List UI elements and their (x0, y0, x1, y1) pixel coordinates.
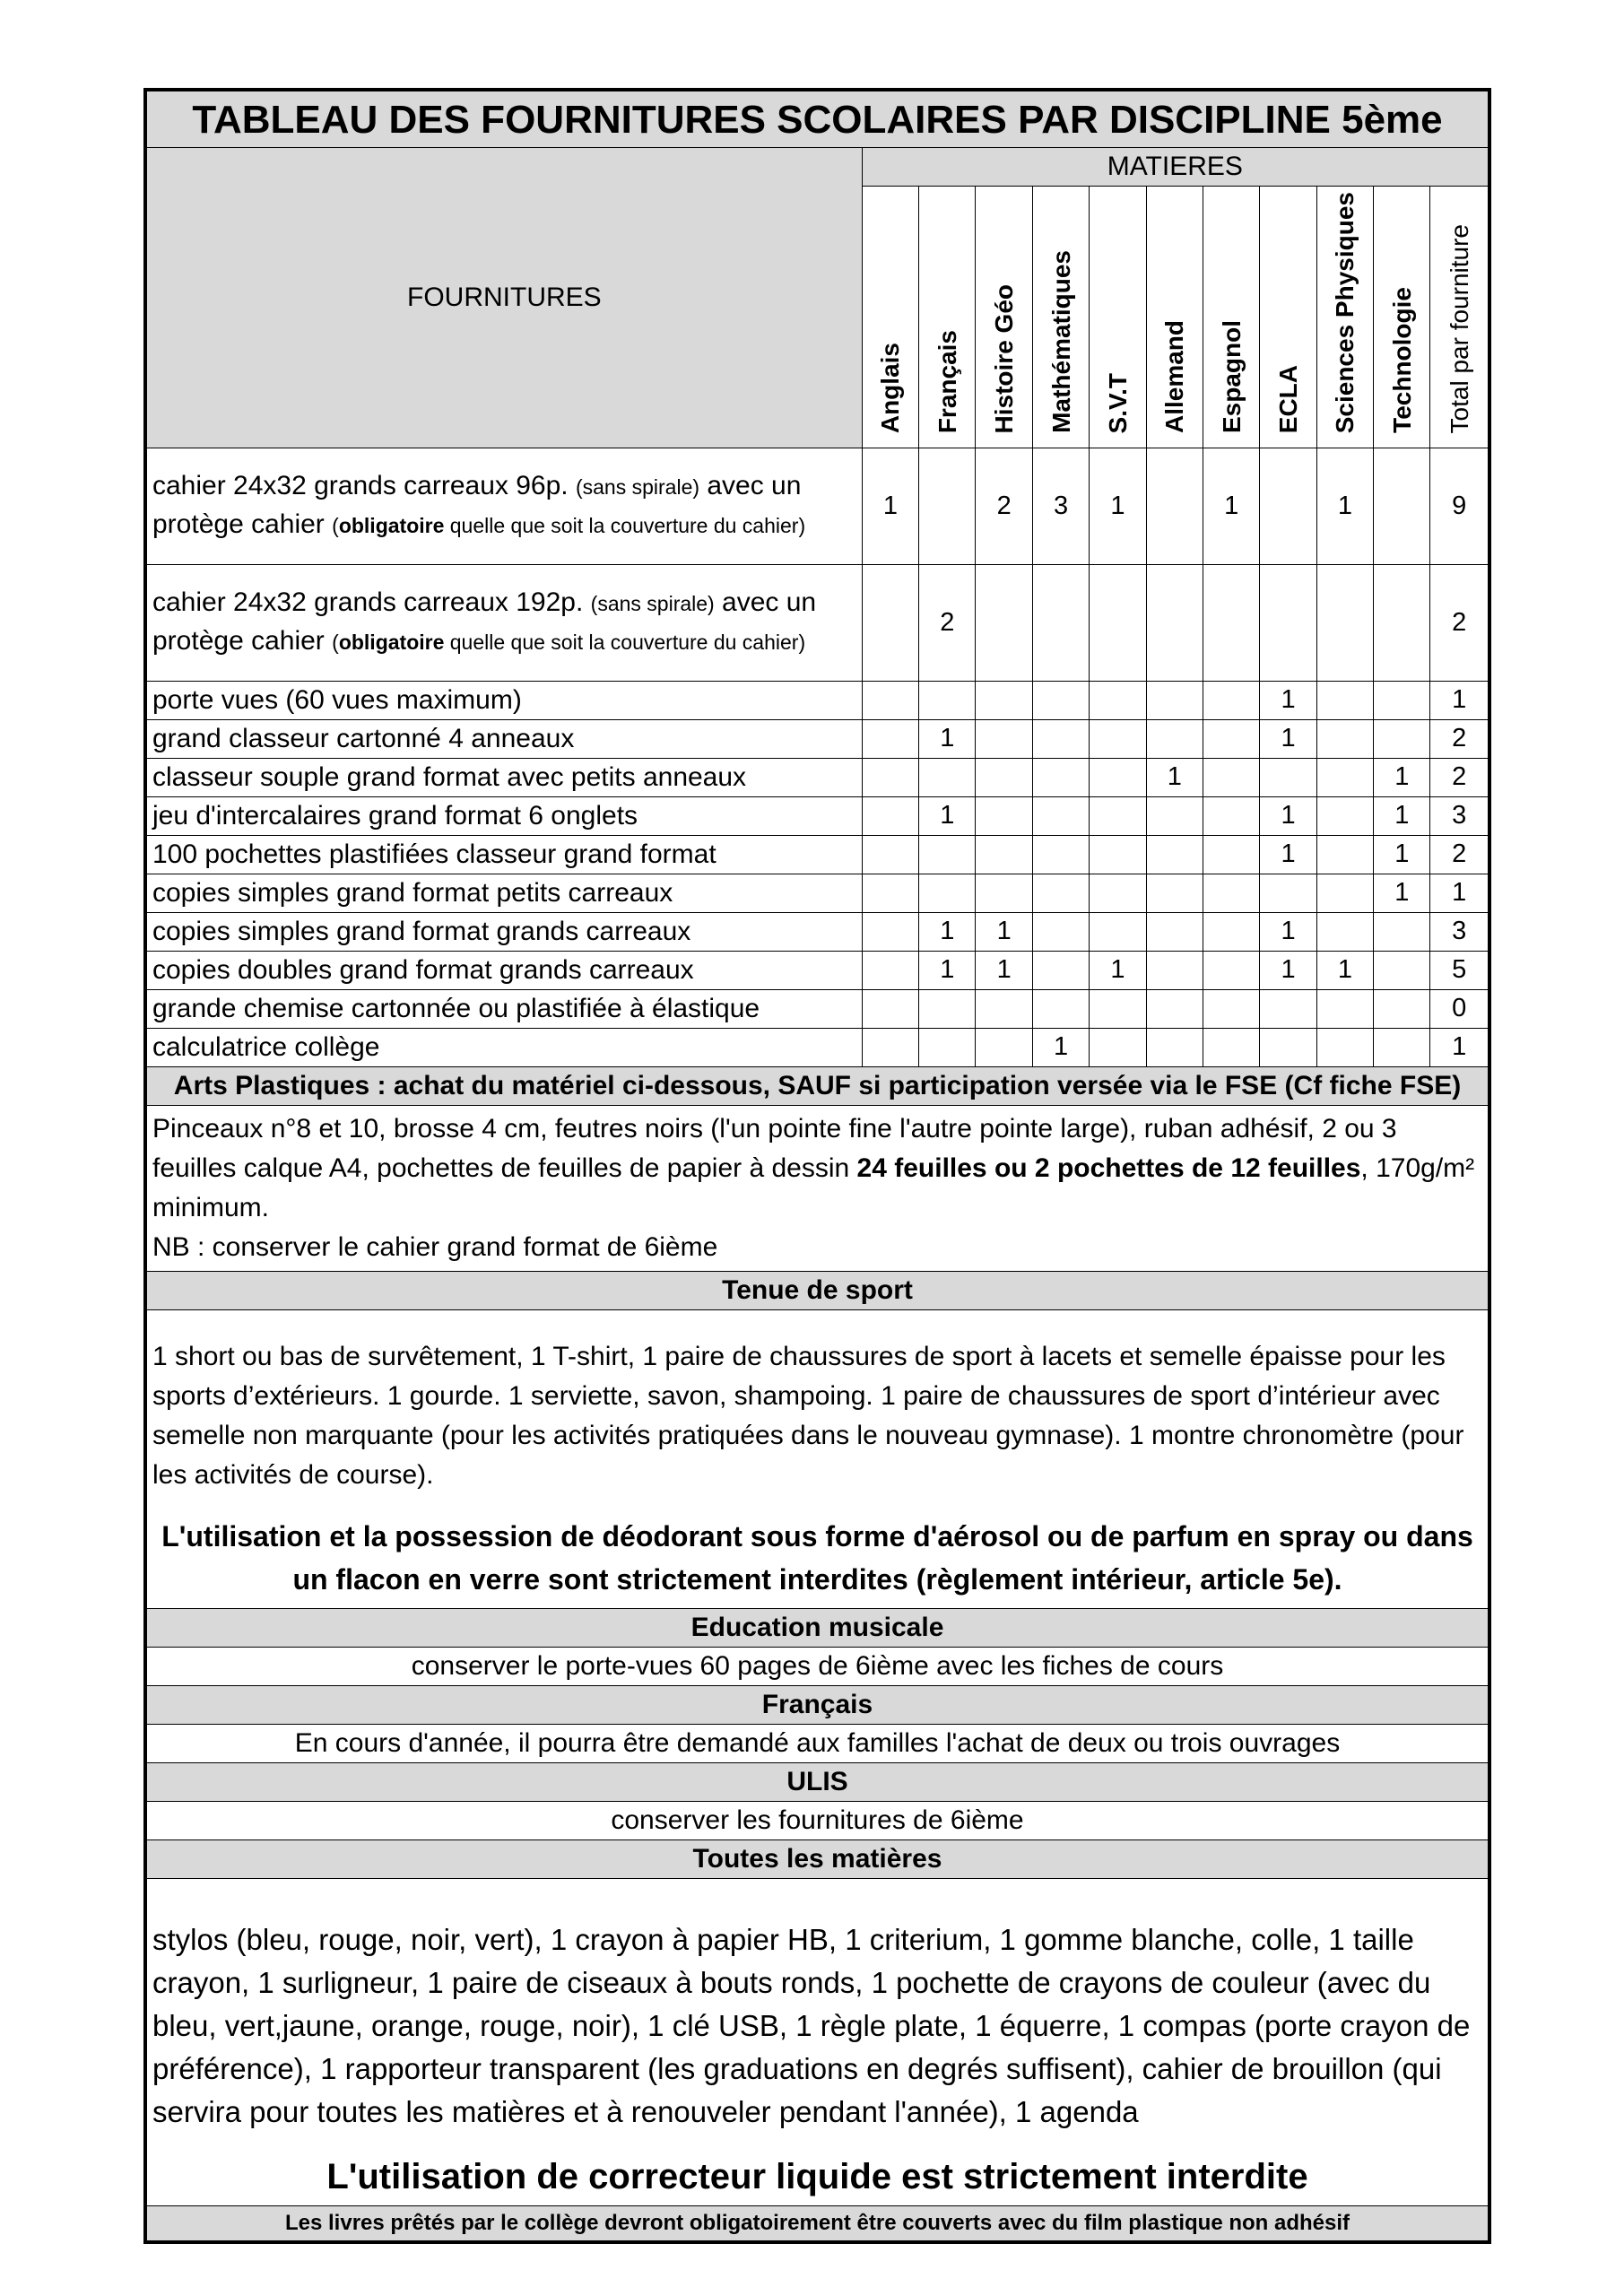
quantity-cell (919, 1028, 976, 1066)
item-label (147, 564, 863, 681)
table-row (147, 1028, 1489, 1066)
quantity-cell (1146, 912, 1203, 951)
table-row (147, 564, 1489, 681)
subject-header (862, 187, 918, 448)
quantity-cell (1090, 989, 1146, 1028)
quantity-cell (1203, 564, 1259, 681)
quantity-cell (1146, 874, 1203, 912)
quantity-cell (976, 989, 1032, 1028)
supplies-table (146, 91, 1489, 2241)
ulis-text: conserver les fournitures de 6ième (147, 1801, 1489, 1839)
item-label: classeur souple grand format avec petits anneaux (147, 758, 863, 796)
table-row (147, 874, 1489, 912)
total-cell: 9 (1430, 448, 1489, 564)
table-row (147, 448, 1489, 564)
quantity-cell (1090, 758, 1146, 796)
toutes-section (147, 1878, 1489, 2205)
quantity-cell (1032, 989, 1089, 1028)
subject-label: ECLA (1274, 365, 1303, 434)
sport-text: 1 short ou bas de survêtement, 1 T-shirt, 1 paire de chaussures de sport à lacets et semelle épaisse pour les sports d’extérieurs. 1 gourde. 1 serviette, savon, shampoing. 1 paire de chaussures de sport d’intérieur avec semelle non marquante (pour les activités pratiquées dans le nouveau gymnase). 1 montre chronomètre (pour les activités de course). (152, 1341, 1464, 1490)
quantity-cell (1146, 448, 1203, 564)
table-row (147, 835, 1489, 874)
total-cell: 1 (1430, 1028, 1489, 1066)
supplies-sheet (143, 88, 1491, 2244)
subject-header (1032, 187, 1089, 448)
quantity-cell (1260, 448, 1316, 564)
quantity-cell: 2 (919, 564, 976, 681)
subject-header (1260, 187, 1316, 448)
quantity-cell (1032, 758, 1089, 796)
quantity-cell (1146, 719, 1203, 758)
quantity-cell (862, 719, 918, 758)
total-label: Total par fourniture (1445, 223, 1473, 434)
quantity-cell: 1 (1260, 951, 1316, 989)
quantity-cell (1374, 912, 1430, 951)
quantity-cell (1203, 1028, 1259, 1066)
item-label: copies doubles grand format grands carreaux (147, 951, 863, 989)
item-label: grand classeur cartonné 4 anneaux (147, 719, 863, 758)
subject-header (1090, 187, 1146, 448)
quantity-cell (1203, 758, 1259, 796)
item-label-part: quelle que soit la couverture du cahier) (444, 631, 806, 655)
quantity-cell (1203, 912, 1259, 951)
quantity-cell (1090, 681, 1146, 719)
quantity-cell (862, 681, 918, 719)
total-cell: 3 (1430, 796, 1489, 835)
quantity-cell: 1 (919, 951, 976, 989)
quantity-cell (1316, 989, 1373, 1028)
quantity-cell (1032, 951, 1089, 989)
quantity-cell (1090, 796, 1146, 835)
total-cell: 5 (1430, 951, 1489, 989)
table-row (147, 796, 1489, 835)
quantity-cell: 1 (1374, 796, 1430, 835)
quantity-cell (919, 989, 976, 1028)
total-header (1430, 187, 1489, 448)
quantity-cell (1260, 874, 1316, 912)
item-label-part: avec un protège cahier (152, 587, 817, 657)
quantity-cell (1203, 951, 1259, 989)
total-cell: 2 (1430, 835, 1489, 874)
quantity-cell (1316, 758, 1373, 796)
quantity-cell (1374, 564, 1430, 681)
quantity-cell: 1 (1374, 835, 1430, 874)
quantity-cell (976, 681, 1032, 719)
quantity-cell: 1 (976, 912, 1032, 951)
quantity-cell (1374, 951, 1430, 989)
quantity-cell (862, 874, 918, 912)
toutes-text: stylos (bleu, rouge, noir, vert), 1 crayon à papier HB, 1 criterium, 1 gomme blanche, colle, 1 taille crayon, 1 surligneur, 1 paire de ciseaux à bouts ronds, 1 pochette de crayons de couleur (avec du bleu, vert,jaune, orange, rouge, noir), 1 clé USB, 1 règle plate, 1 équerre, 1 compas (porte crayon de préférence), 1 rapporteur transparent (les graduations en degrés suffisent), cahier de brouillon (qui servira pour toutes les matières et à renouveler pendant l'année), 1 agenda (152, 1922, 1471, 2128)
item-label-part: avec un protège cahier (152, 471, 802, 540)
quantity-cell: 1 (1090, 951, 1146, 989)
sport-heading: Tenue de sport (147, 1271, 1489, 1309)
item-label-part: obligatoire (338, 514, 445, 538)
quantity-cell: 3 (1032, 448, 1089, 564)
quantity-cell (1090, 564, 1146, 681)
musique-text: conserver le porte-vues 60 pages de 6ième avec les fiches de cours (147, 1647, 1489, 1685)
quantity-cell: 2 (976, 448, 1032, 564)
quantity-cell (1374, 448, 1430, 564)
item-label-part: cahier 24x32 grands carreaux 96p. (152, 471, 576, 501)
total-cell: 1 (1430, 681, 1489, 719)
quantity-cell (1374, 989, 1430, 1028)
quantity-cell (1203, 796, 1259, 835)
subject-label: Technologie (1387, 287, 1416, 434)
quantity-cell (976, 796, 1032, 835)
table-row (147, 989, 1489, 1028)
quantity-cell (1260, 989, 1316, 1028)
quantity-cell (862, 564, 918, 681)
sport-warning: L'utilisation et la possession de déodorant sous forme d'aérosol ou de parfum en spray ou dans un flacon en verre sont strictement interdites (règlement intérieur, article 5e). (161, 1519, 1473, 1596)
table-row (147, 719, 1489, 758)
arts-nb: NB : conserver le cahier grand format de 6ième (152, 1231, 718, 1262)
quantity-cell (1090, 719, 1146, 758)
subject-header (976, 187, 1032, 448)
quantity-cell: 1 (1032, 1028, 1089, 1066)
subject-header (1146, 187, 1203, 448)
quantity-cell: 1 (1090, 448, 1146, 564)
item-label: 100 pochettes plastifiées classeur grand format (147, 835, 863, 874)
table-row (147, 681, 1489, 719)
subject-header (1374, 187, 1430, 448)
quantity-cell: 1 (1374, 758, 1430, 796)
subject-header (1316, 187, 1373, 448)
quantity-cell (1032, 681, 1089, 719)
arts-text-part: , 170g/m² minimum. (152, 1152, 1475, 1222)
quantity-cell: 1 (1203, 448, 1259, 564)
quantity-cell (1374, 681, 1430, 719)
total-cell: 0 (1430, 989, 1489, 1028)
quantity-cell (1032, 912, 1089, 951)
subject-label: Espagnol (1217, 320, 1246, 434)
quantity-cell (1090, 1028, 1146, 1066)
quantity-cell (862, 951, 918, 989)
quantity-cell (1316, 1028, 1373, 1066)
subject-label: Mathématiques (1046, 250, 1075, 434)
quantity-cell: 1 (1260, 912, 1316, 951)
quantity-cell (1260, 758, 1316, 796)
quantity-cell (1032, 796, 1089, 835)
quantity-cell (976, 758, 1032, 796)
quantity-cell (919, 874, 976, 912)
subject-label: Histoire Géo (990, 283, 1019, 434)
subject-label: Anglais (876, 343, 905, 434)
quantity-cell (1032, 564, 1089, 681)
item-label (147, 448, 863, 564)
quantity-cell (1316, 681, 1373, 719)
quantity-cell: 1 (1146, 758, 1203, 796)
francais-text: En cours d'année, il pourra être demandé aux familles l'achat de deux ou trois ouvrages (147, 1724, 1489, 1762)
fournitures-header: FOURNITURES (147, 148, 863, 448)
quantity-cell (1090, 835, 1146, 874)
subject-label: Français (933, 330, 961, 434)
item-label: jeu d'intercalaires grand format 6 onglets (147, 796, 863, 835)
quantity-cell (1203, 719, 1259, 758)
toutes-heading: Toutes les matières (147, 1839, 1489, 1878)
quantity-cell (1203, 989, 1259, 1028)
total-cell: 3 (1430, 912, 1489, 951)
item-label-part: cahier 24x32 grands carreaux 192p. (152, 587, 591, 618)
quantity-cell: 1 (1260, 835, 1316, 874)
item-label-part: (sans spirale) (575, 475, 700, 500)
ulis-heading: ULIS (147, 1762, 1489, 1801)
table-row (147, 758, 1489, 796)
quantity-cell (862, 758, 918, 796)
musique-heading: Education musicale (147, 1608, 1489, 1647)
sport-section (147, 1309, 1489, 1608)
item-label: copies simples grand format petits carreaux (147, 874, 863, 912)
subject-header (919, 187, 976, 448)
quantity-cell (862, 835, 918, 874)
toutes-warning: L'utilisation de correcteur liquide est strictement interdite (326, 2156, 1308, 2196)
subject-header (1203, 187, 1259, 448)
item-label: copies simples grand format grands carreaux (147, 912, 863, 951)
quantity-cell: 1 (1316, 448, 1373, 564)
item-label: porte vues (60 vues maximum) (147, 681, 863, 719)
subject-label: S.V.T (1103, 372, 1132, 434)
item-label-part: (sans spirale) (590, 592, 715, 616)
quantity-cell (1146, 835, 1203, 874)
item-label-part: quelle que soit la couverture du cahier) (444, 514, 806, 538)
quantity-cell: 1 (976, 951, 1032, 989)
quantity-cell (1032, 835, 1089, 874)
quantity-cell (1146, 989, 1203, 1028)
quantity-cell (1374, 719, 1430, 758)
quantity-cell: 1 (1260, 719, 1316, 758)
quantity-cell (976, 874, 1032, 912)
table-row (147, 912, 1489, 951)
item-label: grande chemise cartonnée ou plastifiée à élastique (147, 989, 863, 1028)
quantity-cell (919, 681, 976, 719)
francais-heading: Français (147, 1685, 1489, 1724)
quantity-cell (1146, 564, 1203, 681)
quantity-cell (919, 448, 976, 564)
quantity-cell (1260, 564, 1316, 681)
total-cell: 1 (1430, 874, 1489, 912)
quantity-cell (1090, 874, 1146, 912)
quantity-cell: 1 (862, 448, 918, 564)
footer-note: Les livres prêtés par le collège devront obligatoirement être couverts avec du film plastique non adhésif (147, 2205, 1489, 2240)
quantity-cell (862, 796, 918, 835)
item-label-part: ( (332, 514, 339, 538)
quantity-cell (976, 1028, 1032, 1066)
total-cell: 2 (1430, 719, 1489, 758)
quantity-cell: 1 (1260, 681, 1316, 719)
quantity-cell (862, 912, 918, 951)
total-cell: 2 (1430, 564, 1489, 681)
quantity-cell: 1 (919, 796, 976, 835)
quantity-cell (1374, 1028, 1430, 1066)
quantity-cell (1146, 951, 1203, 989)
quantity-cell (976, 835, 1032, 874)
subject-label: Sciences Physiques (1331, 192, 1359, 434)
quantity-cell (1316, 874, 1373, 912)
quantity-cell (1146, 796, 1203, 835)
quantity-cell: 1 (1260, 796, 1316, 835)
quantity-cell (1316, 796, 1373, 835)
quantity-cell (976, 719, 1032, 758)
quantity-cell (862, 1028, 918, 1066)
quantity-cell (1032, 874, 1089, 912)
total-cell: 2 (1430, 758, 1489, 796)
matieres-header: MATIERES (862, 148, 1488, 187)
item-label: calculatrice collège (147, 1028, 863, 1066)
quantity-cell (1203, 835, 1259, 874)
quantity-cell (1316, 835, 1373, 874)
arts-text (147, 1105, 1489, 1271)
item-label-part: obligatoire (338, 631, 445, 655)
quantity-cell (1316, 719, 1373, 758)
quantity-cell (919, 758, 976, 796)
quantity-cell (1260, 1028, 1316, 1066)
table-row (147, 951, 1489, 989)
quantity-cell: 1 (1316, 951, 1373, 989)
subject-label: Allemand (1160, 320, 1189, 434)
quantity-cell: 1 (919, 912, 976, 951)
item-label-part: ( (332, 631, 339, 655)
quantity-cell (1146, 1028, 1203, 1066)
arts-text-bold: 24 feuilles ou 2 pochettes de 12 feuilles (856, 1152, 1361, 1183)
quantity-cell (976, 564, 1032, 681)
quantity-cell (1203, 681, 1259, 719)
quantity-cell (919, 835, 976, 874)
quantity-cell (1146, 681, 1203, 719)
quantity-cell (862, 989, 918, 1028)
quantity-cell: 1 (1374, 874, 1430, 912)
quantity-cell: 1 (919, 719, 976, 758)
quantity-cell (1316, 564, 1373, 681)
quantity-cell (1032, 719, 1089, 758)
arts-text-part: Pinceaux n°8 et 10, brosse 4 cm, feutres noirs (l'un pointe fine l'autre pointe large), ruban adhésif, 2 ou 3 feuilles calque A4, pochettes de feuilles de papier à dessin (152, 1113, 1397, 1183)
quantity-cell (1090, 912, 1146, 951)
arts-heading: Arts Plastiques : achat du matériel ci-dessous, SAUF si participation versée via le FSE (Cf fiche FSE) (147, 1066, 1489, 1105)
quantity-cell (1203, 874, 1259, 912)
quantity-cell (1316, 912, 1373, 951)
page-title: TABLEAU DES FOURNITURES SCOLAIRES PAR DISCIPLINE 5ème (147, 91, 1489, 148)
